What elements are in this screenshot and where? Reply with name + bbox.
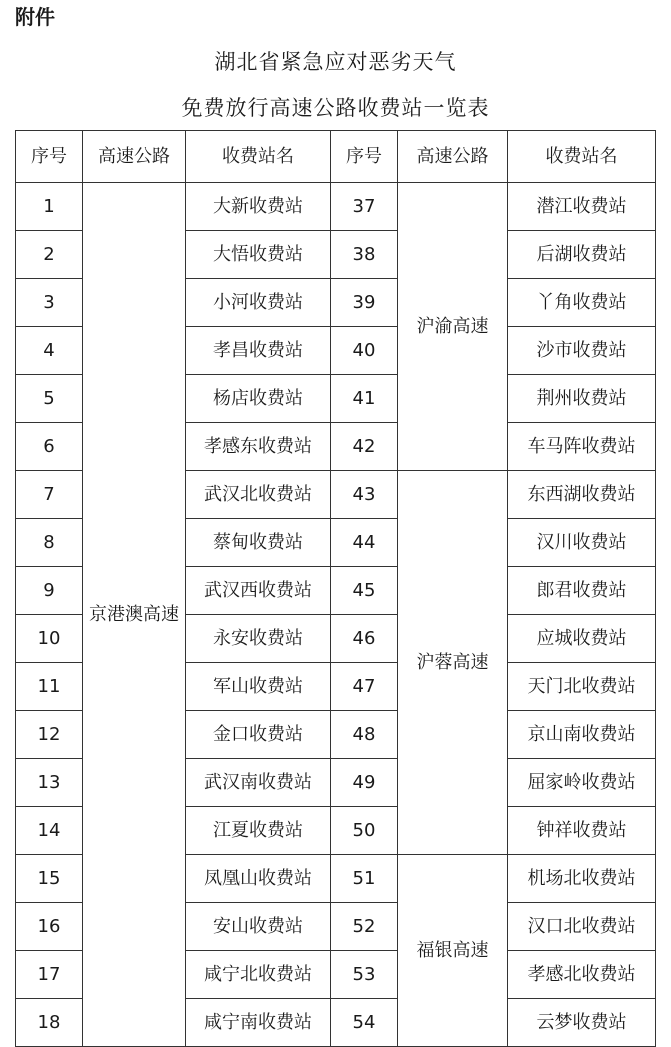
table-header-row bbox=[16, 131, 656, 183]
row-number-right: 46 bbox=[331, 615, 398, 663]
attachment-label: 附件 bbox=[15, 5, 55, 29]
table-row bbox=[16, 183, 656, 231]
row-number-right: 48 bbox=[331, 711, 398, 759]
row-number-left: 4 bbox=[16, 327, 83, 375]
station-name-right: 郎君收费站 bbox=[508, 567, 656, 615]
row-number-right: 37 bbox=[331, 183, 398, 231]
highway-name-right: 福银高速 bbox=[398, 855, 508, 1047]
station-name-right: 云梦收费站 bbox=[508, 999, 656, 1047]
highway-name-right: 沪蓉高速 bbox=[398, 471, 508, 855]
station-name-left: 军山收费站 bbox=[186, 663, 331, 711]
station-name-left: 咸宁南收费站 bbox=[186, 999, 331, 1047]
row-number-right: 47 bbox=[331, 663, 398, 711]
station-name-left: 江夏收费站 bbox=[186, 807, 331, 855]
row-number-right: 44 bbox=[331, 519, 398, 567]
station-name-right: 应城收费站 bbox=[508, 615, 656, 663]
row-number-left: 2 bbox=[16, 231, 83, 279]
station-name-right: 丫角收费站 bbox=[508, 279, 656, 327]
row-number-left: 11 bbox=[16, 663, 83, 711]
station-name-right: 荆州收费站 bbox=[508, 375, 656, 423]
column-header-no-left: 序号 bbox=[16, 131, 83, 183]
row-number-left: 8 bbox=[16, 519, 83, 567]
row-number-right: 38 bbox=[331, 231, 398, 279]
station-name-right: 屈家岭收费站 bbox=[508, 759, 656, 807]
station-name-right: 沙市收费站 bbox=[508, 327, 656, 375]
row-number-right: 50 bbox=[331, 807, 398, 855]
row-number-right: 41 bbox=[331, 375, 398, 423]
row-number-right: 53 bbox=[331, 951, 398, 999]
station-name-right: 汉口北收费站 bbox=[508, 903, 656, 951]
row-number-right: 40 bbox=[331, 327, 398, 375]
highway-name-left bbox=[83, 183, 186, 1047]
station-name-left: 武汉北收费站 bbox=[186, 471, 331, 519]
row-number-right: 52 bbox=[331, 903, 398, 951]
row-number-right: 51 bbox=[331, 855, 398, 903]
station-name-left: 小河收费站 bbox=[186, 279, 331, 327]
station-name-right: 孝感北收费站 bbox=[508, 951, 656, 999]
station-name-left: 安山收费站 bbox=[186, 903, 331, 951]
station-name-right: 车马阵收费站 bbox=[508, 423, 656, 471]
column-header-station-right: 收费站名 bbox=[508, 131, 656, 183]
station-name-left: 杨店收费站 bbox=[186, 375, 331, 423]
station-name-left: 孝昌收费站 bbox=[186, 327, 331, 375]
row-number-left: 5 bbox=[16, 375, 83, 423]
row-number-left: 7 bbox=[16, 471, 83, 519]
highway-name-text: 京港澳高速 bbox=[89, 603, 179, 625]
station-name-right: 京山南收费站 bbox=[508, 711, 656, 759]
row-number-left: 18 bbox=[16, 999, 83, 1047]
row-number-right: 45 bbox=[331, 567, 398, 615]
station-name-right: 汉川收费站 bbox=[508, 519, 656, 567]
column-header-highway-right: 高速公路 bbox=[398, 131, 508, 183]
row-number-right: 43 bbox=[331, 471, 398, 519]
station-name-right: 后湖收费站 bbox=[508, 231, 656, 279]
row-number-right: 39 bbox=[331, 279, 398, 327]
station-name-left: 武汉西收费站 bbox=[186, 567, 331, 615]
row-number-left: 16 bbox=[16, 903, 83, 951]
station-name-left: 大新收费站 bbox=[186, 183, 331, 231]
station-name-right: 钟祥收费站 bbox=[508, 807, 656, 855]
row-number-right: 54 bbox=[331, 999, 398, 1047]
row-number-left: 15 bbox=[16, 855, 83, 903]
document-title-line1: 湖北省紧急应对恶劣天气 bbox=[214, 50, 457, 74]
document-title-line2: 免费放行高速公路收费站一览表 bbox=[181, 96, 490, 120]
column-header-no-right: 序号 bbox=[331, 131, 398, 183]
row-number-left: 10 bbox=[16, 615, 83, 663]
row-number-left: 14 bbox=[16, 807, 83, 855]
station-name-left: 凤凰山收费站 bbox=[186, 855, 331, 903]
station-name-right: 潜江收费站 bbox=[508, 183, 656, 231]
row-number-left: 1 bbox=[16, 183, 83, 231]
toll-station-table bbox=[15, 130, 656, 1047]
station-name-left: 咸宁北收费站 bbox=[186, 951, 331, 999]
row-number-left: 17 bbox=[16, 951, 83, 999]
station-name-right: 东西湖收费站 bbox=[508, 471, 656, 519]
row-number-left: 9 bbox=[16, 567, 83, 615]
station-name-right: 机场北收费站 bbox=[508, 855, 656, 903]
row-number-left: 12 bbox=[16, 711, 83, 759]
station-name-left: 蔡甸收费站 bbox=[186, 519, 331, 567]
station-name-left: 大悟收费站 bbox=[186, 231, 331, 279]
row-number-left: 13 bbox=[16, 759, 83, 807]
station-name-left: 金口收费站 bbox=[186, 711, 331, 759]
station-name-left: 孝感东收费站 bbox=[186, 423, 331, 471]
station-name-left: 永安收费站 bbox=[186, 615, 331, 663]
highway-name-right: 沪渝高速 bbox=[398, 183, 508, 471]
row-number-left: 3 bbox=[16, 279, 83, 327]
column-header-highway-left: 高速公路 bbox=[83, 131, 186, 183]
row-number-left: 6 bbox=[16, 423, 83, 471]
row-number-right: 42 bbox=[331, 423, 398, 471]
station-name-right: 天门北收费站 bbox=[508, 663, 656, 711]
row-number-right: 49 bbox=[331, 759, 398, 807]
column-header-station-left: 收费站名 bbox=[186, 131, 331, 183]
station-name-left: 武汉南收费站 bbox=[186, 759, 331, 807]
